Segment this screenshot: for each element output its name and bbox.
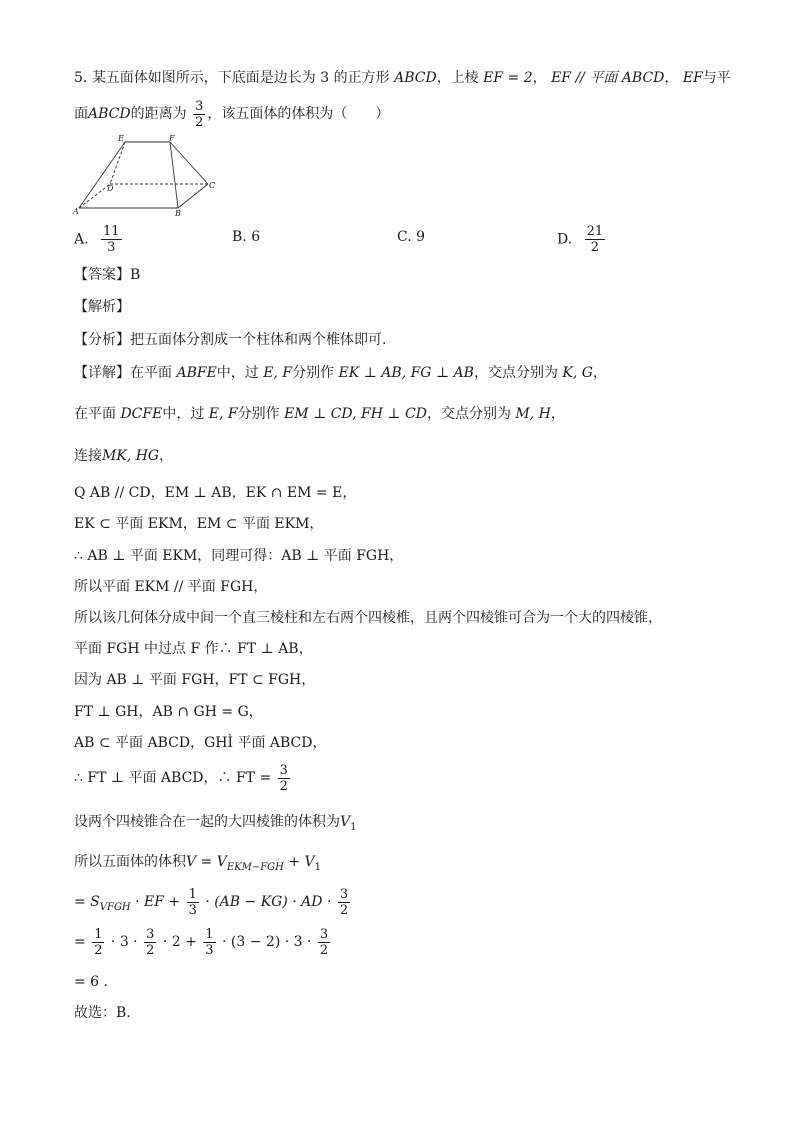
detail-line-9: 平面 FGH 中过点 F 作∴ FT ⊥ AB，: [74, 641, 313, 657]
question-number: 5.: [74, 70, 88, 86]
label-f: F: [169, 134, 175, 143]
option-a[interactable]: A. $\frac{11}{3}$: [74, 224, 120, 255]
detail-line-5: EK ⊂ 平面 EKM，EM ⊂ 平面 EKM，: [74, 516, 324, 532]
detail-line-1: 【详解】在平面 ABFE中，过 E, F分别作 EK ⊥ AB, FG ⊥ AB，交点分别为 K, G，: [74, 365, 607, 381]
detail-line-14: 设两个四棱锥合在一起的大四棱锥的体积为$V_1$: [74, 814, 357, 833]
detail-line-10: 因为 AB ⊥ 平面 FGH，FT ⊂ FGH，: [74, 672, 316, 688]
fenxi-line: 【分析】把五面体分割成一个柱体和两个椎体即可.: [74, 332, 387, 348]
option-b[interactable]: B. 6: [232, 229, 261, 245]
detail-line-13: ∴ FT ⊥ 平面 ABCD，∴ FT = $\frac{3}{2}$: [74, 762, 288, 794]
distance-fraction: $\frac{3}{2}$: [195, 98, 204, 130]
edge-ed-hidden: [110, 142, 125, 184]
detail-line-4: Q AB // CD，EM ⊥ AB，EK ∩ EM = E，: [74, 485, 357, 501]
question-line-2: 面ABCD的距离为 $\frac{3}{2}$ ，该五面体的体积为（ ）: [74, 98, 390, 130]
detail-line-15: 所以五面体的体积$V = V_{EKM-FGH} + V_1$: [74, 854, 322, 873]
detail-line-7: 所以平面 EKM // 平面 FGH，: [74, 579, 268, 595]
option-c[interactable]: C. 9: [397, 229, 426, 245]
detail-line-11: FT ⊥ GH，AB ∩ GH = G，: [74, 704, 263, 720]
edge-fc: [170, 142, 208, 184]
label-c: C: [209, 181, 216, 190]
edge-fb: [170, 142, 178, 208]
option-d[interactable]: D. $\frac{21}{2}$: [557, 224, 604, 255]
detail-line-18: = 6 .: [74, 974, 108, 990]
label-b: B: [175, 209, 181, 218]
detail-line-19: 故选：B.: [74, 1005, 131, 1021]
analysis-tag: 【解析】: [74, 299, 130, 315]
pentahedron-figure: [70, 134, 220, 220]
edge-ad-hidden: [79, 184, 110, 208]
label-d: D: [107, 184, 114, 193]
detail-line-16: = $S_{VFGH}$ · EF + $\frac{1}{3}$ · (AB − KG) · AD · $\frac{3}{2}$: [74, 886, 349, 918]
question-text: 某五面体如图所示，下底面是边长为 3 的正方形: [91, 70, 390, 86]
label-e: E: [118, 134, 124, 143]
question-line-1: 5. 某五面体如图所示，下底面是边长为 3 的正方形 ABCD，上棱 EF = 2， EF // 平面 ABCD， EF与平: [74, 70, 731, 86]
edge-bc: [178, 184, 208, 208]
label-a: A: [73, 207, 79, 216]
detail-line-2: 在平面 DCFE中，过 E, F分别作 EM ⊥ CD, FH ⊥ CD，交点分别为 M, H，: [74, 406, 565, 422]
answer-line: [74, 265, 140, 285]
detail-line-17: = $\frac{1}{2}$ · 3 · $\frac{3}{2}$ · 2 + $\frac{1}{3}$ · (3 − 2) · 3 · $\frac{3}{2}$: [74, 926, 329, 958]
detail-line-3: 连接MK, HG，: [74, 448, 174, 464]
detail-line-6: ∴ AB ⊥ 平面 EKM，同理可得：AB ⊥ 平面 FGH，: [74, 548, 404, 564]
detail-line-12: AB ⊂ 平面 ABCD，GHÌ 平面 ABCD，: [74, 735, 327, 751]
edge-ae: [79, 142, 125, 208]
answer-tag: 【答案】: [74, 267, 130, 283]
detail-line-8: 所以该几何体分成中间一个直三棱柱和左右两个四棱椎，且两个四棱锥可合为一个大的四棱锥，: [74, 610, 662, 626]
answer-value: B: [130, 267, 141, 283]
